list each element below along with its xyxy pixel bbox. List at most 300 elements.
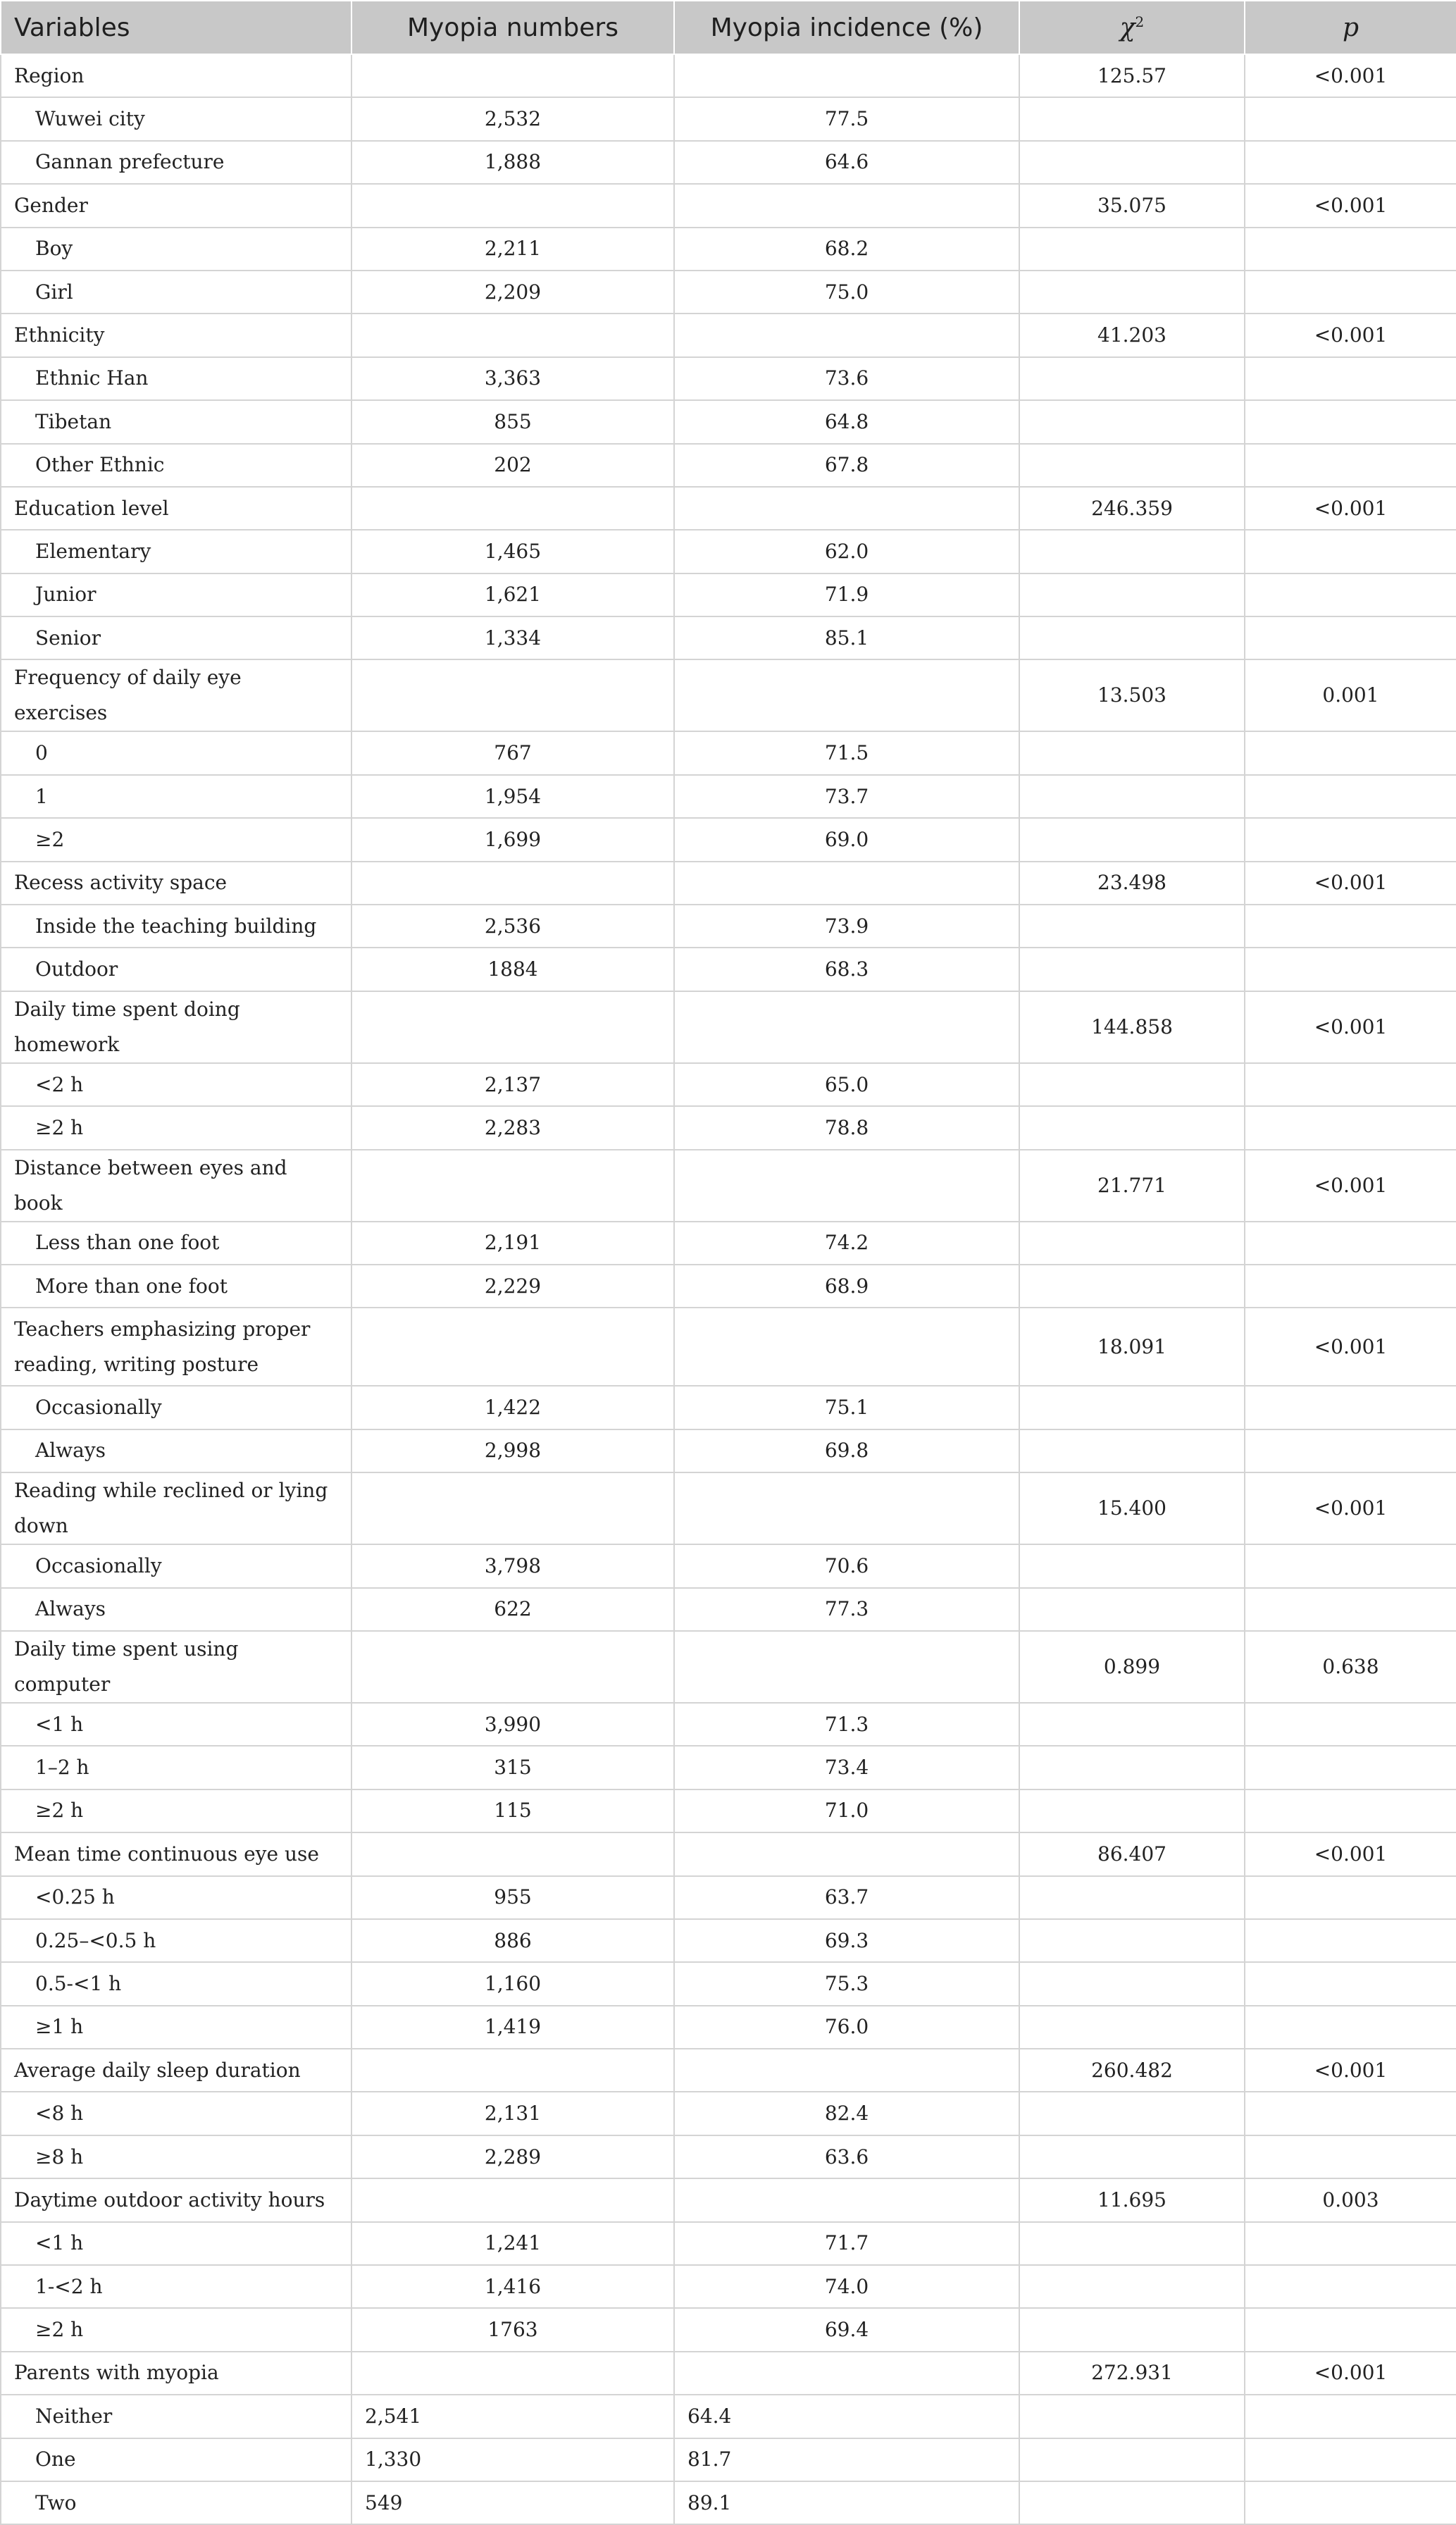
variable-cell: Less than one foot <box>1 1222 351 1265</box>
table-row <box>1 2092 1456 2135</box>
variable-cell: Teachers emphasizing proper reading, writing posture <box>1 1308 351 1386</box>
myopia-numbers-cell: 1,241 <box>351 2222 674 2265</box>
variable-cell: Elementary <box>1 530 351 573</box>
myopia-numbers-cell: 855 <box>351 400 674 443</box>
p-value-cell <box>1245 905 1456 948</box>
table-row <box>1 2006 1456 2049</box>
myopia-numbers-cell <box>351 991 674 1063</box>
myopia-numbers-cell <box>351 659 674 731</box>
chi-square-cell <box>1019 2438 1245 2481</box>
chi-square-cell <box>1019 2265 1245 2308</box>
table-row-category <box>1 659 1456 731</box>
chi-square-cell <box>1019 1789 1245 1832</box>
myopia-numbers-cell: 2,532 <box>351 97 674 140</box>
table-header <box>1 1 1456 54</box>
myopia-numbers-cell <box>351 1832 674 1875</box>
myopia-numbers-cell: 886 <box>351 1919 674 1962</box>
table-row <box>1 1265 1456 1308</box>
chi-symbol: χ <box>1119 13 1135 42</box>
myopia-incidence-cell: 69.4 <box>674 2308 1019 2351</box>
table-row <box>1 2308 1456 2351</box>
chi-square-cell <box>1019 1746 1245 1789</box>
chi-square-cell <box>1019 2395 1245 2438</box>
variable-cell: ≥1 h <box>1 2006 351 2049</box>
myopia-incidence-cell <box>674 487 1019 530</box>
myopia-incidence-cell: 70.6 <box>674 1544 1019 1587</box>
myopia-numbers-cell: 2,229 <box>351 1265 674 1308</box>
p-value-cell <box>1245 818 1456 861</box>
table-row <box>1 2222 1456 2265</box>
myopia-incidence-cell: 85.1 <box>674 616 1019 659</box>
chi-square-cell <box>1019 1703 1245 1746</box>
myopia-numbers-cell: 1,334 <box>351 616 674 659</box>
myopia-incidence-cell <box>674 2049 1019 2092</box>
myopia-numbers-cell: 1763 <box>351 2308 674 2351</box>
p-value-cell <box>1245 1789 1456 1832</box>
variable-cell: Outdoor <box>1 948 351 991</box>
myopia-numbers-cell: 1884 <box>351 948 674 991</box>
chi-square-cell <box>1019 775 1245 818</box>
myopia-incidence-cell <box>674 1472 1019 1544</box>
myopia-numbers-cell: 202 <box>351 444 674 487</box>
p-value-cell: <0.001 <box>1245 1150 1456 1222</box>
variable-cell: Ethnicity <box>1 314 351 356</box>
myopia-incidence-cell: 89.1 <box>674 2481 1019 2524</box>
myopia-numbers-cell: 2,283 <box>351 1106 674 1149</box>
variable-cell: ≥8 h <box>1 2135 351 2178</box>
variable-cell: Always <box>1 1588 351 1631</box>
p-value-cell <box>1245 2092 1456 2135</box>
myopia-incidence-cell: 69.0 <box>674 818 1019 861</box>
variable-cell: 0.5-<1 h <box>1 1962 351 2005</box>
chi-square-cell <box>1019 2222 1245 2265</box>
myopia-incidence-cell <box>674 1150 1019 1222</box>
p-value-cell: <0.001 <box>1245 862 1456 905</box>
myopia-numbers-cell: 955 <box>351 1876 674 1919</box>
myopia-incidence-cell: 78.8 <box>674 1106 1019 1149</box>
variable-cell: Distance between eyes and book <box>1 1150 351 1222</box>
chi-square-cell: 15.400 <box>1019 1472 1245 1544</box>
variable-cell: Occasionally <box>1 1544 351 1587</box>
table-row <box>1 2395 1456 2438</box>
p-value-cell: <0.001 <box>1245 2352 1456 2395</box>
myopia-incidence-cell: 74.2 <box>674 1222 1019 1265</box>
p-value-cell <box>1245 530 1456 573</box>
chi-square-cell: 35.075 <box>1019 184 1245 227</box>
variable-cell: Daily time spent doing homework <box>1 991 351 1063</box>
myopia-incidence-cell: 71.0 <box>674 1789 1019 1832</box>
chi-square-cell: 21.771 <box>1019 1150 1245 1222</box>
variable-cell: Gender <box>1 184 351 227</box>
chi-square-cell <box>1019 1962 1245 2005</box>
myopia-incidence-cell: 63.6 <box>674 2135 1019 2178</box>
chi-square-cell: 0.899 <box>1019 1631 1245 1703</box>
myopia-numbers-cell <box>351 1631 674 1703</box>
chi-square-cell <box>1019 2092 1245 2135</box>
variable-cell: 1–2 h <box>1 1746 351 1789</box>
myopia-incidence-cell: 64.6 <box>674 141 1019 184</box>
p-value-cell: <0.001 <box>1245 314 1456 356</box>
p-value-cell: <0.001 <box>1245 54 1456 97</box>
p-value-cell: 0.638 <box>1245 1631 1456 1703</box>
myopia-incidence-cell: 82.4 <box>674 2092 1019 2135</box>
myopia-incidence-cell <box>674 2352 1019 2395</box>
table-row-category <box>1 2049 1456 2092</box>
p-value-cell <box>1245 1063 1456 1106</box>
table-row-category <box>1 1472 1456 1544</box>
table-row <box>1 1789 1456 1832</box>
variable-cell: 0.25–<0.5 h <box>1 1919 351 1962</box>
variable-cell: Occasionally <box>1 1386 351 1429</box>
chi-square-cell <box>1019 1544 1245 1587</box>
myopia-incidence-cell: 69.3 <box>674 1919 1019 1962</box>
myopia-numbers-cell: 1,699 <box>351 818 674 861</box>
table-row <box>1 271 1456 314</box>
myopia-incidence-cell <box>674 1631 1019 1703</box>
table-row <box>1 2481 1456 2524</box>
variable-cell: Daily time spent using computer <box>1 1631 351 1703</box>
chi-square-cell <box>1019 400 1245 443</box>
myopia-incidence-cell <box>674 184 1019 227</box>
variable-cell: Ethnic Han <box>1 357 351 400</box>
table-row <box>1 731 1456 774</box>
variable-cell: Always <box>1 1429 351 1472</box>
variable-cell: <1 h <box>1 1703 351 1746</box>
table-row-category <box>1 1308 1456 1386</box>
table-row-category <box>1 1150 1456 1222</box>
myopia-numbers-cell <box>351 1150 674 1222</box>
variable-cell: Junior <box>1 573 351 616</box>
variable-cell: 1-<2 h <box>1 2265 351 2308</box>
p-value-cell <box>1245 2481 1456 2524</box>
myopia-numbers-cell: 1,419 <box>351 2006 674 2049</box>
myopia-numbers-cell: 2,191 <box>351 1222 674 1265</box>
variable-cell: ≥2 h <box>1 1789 351 1832</box>
header-variables: Variables <box>1 1 351 54</box>
chi-square-cell <box>1019 357 1245 400</box>
chi-square-cell: 125.57 <box>1019 54 1245 97</box>
chi-square-cell <box>1019 2481 1245 2524</box>
myopia-numbers-cell: 1,621 <box>351 573 674 616</box>
myopia-numbers-cell: 2,137 <box>351 1063 674 1106</box>
myopia-incidence-cell: 73.4 <box>674 1746 1019 1789</box>
table-body <box>1 54 1456 2524</box>
variable-cell: Recess activity space <box>1 862 351 905</box>
myopia-numbers-cell: 3,990 <box>351 1703 674 1746</box>
myopia-incidence-cell: 75.0 <box>674 271 1019 314</box>
myopia-numbers-cell: 1,160 <box>351 1962 674 2005</box>
chi-square-cell: 260.482 <box>1019 2049 1245 2092</box>
table-row-category <box>1 184 1456 227</box>
p-value-cell: <0.001 <box>1245 184 1456 227</box>
p-value-cell <box>1245 1106 1456 1149</box>
table-row <box>1 2265 1456 2308</box>
variable-cell: <1 h <box>1 2222 351 2265</box>
myopia-numbers-cell: 2,209 <box>351 271 674 314</box>
table-row-category <box>1 1832 1456 1875</box>
variable-cell: 1 <box>1 775 351 818</box>
variable-cell: <8 h <box>1 2092 351 2135</box>
table-row <box>1 1746 1456 1789</box>
myopia-numbers-cell: 2,289 <box>351 2135 674 2178</box>
myopia-incidence-cell: 73.6 <box>674 357 1019 400</box>
variable-cell: Tibetan <box>1 400 351 443</box>
variable-cell: Gannan prefecture <box>1 141 351 184</box>
p-value-cell <box>1245 2308 1456 2351</box>
chi-square-cell: 86.407 <box>1019 1832 1245 1875</box>
table-row <box>1 141 1456 184</box>
variable-cell: Reading while reclined or lying down <box>1 1472 351 1544</box>
myopia-incidence-cell: 71.3 <box>674 1703 1019 1746</box>
myopia-incidence-cell: 68.2 <box>674 228 1019 271</box>
myopia-numbers-cell: 1,330 <box>351 2438 674 2481</box>
p-value-cell: <0.001 <box>1245 991 1456 1063</box>
p-value-cell <box>1245 141 1456 184</box>
myopia-incidence-cell: 63.7 <box>674 1876 1019 1919</box>
myopia-incidence-cell: 77.5 <box>674 97 1019 140</box>
myopia-incidence-cell: 71.5 <box>674 731 1019 774</box>
chi-square-cell <box>1019 1919 1245 1962</box>
variable-cell: Inside the teaching building <box>1 905 351 948</box>
myopia-incidence-cell: 69.8 <box>674 1429 1019 1472</box>
table-row-category <box>1 54 1456 97</box>
chi-square-cell <box>1019 1876 1245 1919</box>
p-value-cell <box>1245 1962 1456 2005</box>
chi-square-cell <box>1019 905 1245 948</box>
chi-square-cell: 23.498 <box>1019 862 1245 905</box>
variable-cell: Other Ethnic <box>1 444 351 487</box>
chi-square-cell <box>1019 1063 1245 1106</box>
myopia-numbers-cell: 3,798 <box>351 1544 674 1587</box>
chi-square-cell <box>1019 444 1245 487</box>
p-value-cell <box>1245 616 1456 659</box>
myopia-incidence-cell: 76.0 <box>674 2006 1019 2049</box>
chi-square-cell <box>1019 818 1245 861</box>
myopia-numbers-cell: 1,954 <box>351 775 674 818</box>
myopia-incidence-cell <box>674 659 1019 731</box>
myopia-numbers-cell <box>351 487 674 530</box>
variable-cell: <0.25 h <box>1 1876 351 1919</box>
myopia-incidence-cell: 75.1 <box>674 1386 1019 1429</box>
myopia-numbers-cell <box>351 1472 674 1544</box>
table-row <box>1 905 1456 948</box>
p-value-cell <box>1245 1746 1456 1789</box>
p-value-cell <box>1245 948 1456 991</box>
p-value-cell <box>1245 1588 1456 1631</box>
header-myopia-numbers: Myopia numbers <box>351 1 674 54</box>
chi-square-cell <box>1019 1429 1245 1472</box>
variable-cell: More than one foot <box>1 1265 351 1308</box>
p-value-cell <box>1245 2265 1456 2308</box>
table-row <box>1 616 1456 659</box>
table-row <box>1 2135 1456 2178</box>
chi-square-cell <box>1019 948 1245 991</box>
variable-cell: <2 h <box>1 1063 351 1106</box>
myopia-incidence-cell: 71.9 <box>674 573 1019 616</box>
myopia-numbers-cell: 1,422 <box>351 1386 674 1429</box>
myopia-incidence-cell: 67.8 <box>674 444 1019 487</box>
p-value-cell: <0.001 <box>1245 487 1456 530</box>
table-row-category <box>1 2178 1456 2221</box>
myopia-incidence-cell: 75.3 <box>674 1962 1019 2005</box>
chi-square-cell: 18.091 <box>1019 1308 1245 1386</box>
table-row <box>1 1222 1456 1265</box>
p-value-cell <box>1245 1703 1456 1746</box>
chi-square-cell: 41.203 <box>1019 314 1245 356</box>
p-value-cell <box>1245 1386 1456 1429</box>
table-row-category <box>1 991 1456 1063</box>
table-row <box>1 228 1456 271</box>
p-value-cell <box>1245 97 1456 140</box>
p-value-cell: <0.001 <box>1245 1308 1456 1386</box>
p-value-cell <box>1245 2222 1456 2265</box>
myopia-numbers-cell <box>351 54 674 97</box>
table-row <box>1 400 1456 443</box>
variable-cell: Region <box>1 54 351 97</box>
p-value-cell <box>1245 573 1456 616</box>
chi-superscript: 2 <box>1135 13 1145 30</box>
header-myopia-incidence: Myopia incidence (%) <box>674 1 1019 54</box>
chi-square-cell: 144.858 <box>1019 991 1245 1063</box>
myopia-numbers-cell: 622 <box>351 1588 674 1631</box>
p-value-cell: 0.001 <box>1245 659 1456 731</box>
myopia-numbers-cell <box>351 1308 674 1386</box>
myopia-numbers-cell <box>351 184 674 227</box>
myopia-incidence-cell <box>674 1832 1019 1875</box>
p-value-cell <box>1245 357 1456 400</box>
chi-square-cell <box>1019 1222 1245 1265</box>
table-row <box>1 1588 1456 1631</box>
header-p-value: p <box>1245 1 1456 54</box>
myopia-incidence-cell: 73.9 <box>674 905 1019 948</box>
myopia-numbers-cell <box>351 2178 674 2221</box>
myopia-numbers-cell <box>351 862 674 905</box>
table-row-category <box>1 2352 1456 2395</box>
myopia-numbers-cell <box>351 2049 674 2092</box>
variable-cell: Boy <box>1 228 351 271</box>
myopia-incidence-cell: 81.7 <box>674 2438 1019 2481</box>
p-value-cell <box>1245 1265 1456 1308</box>
myopia-numbers-cell: 115 <box>351 1789 674 1832</box>
table-row <box>1 1544 1456 1587</box>
table-row-category <box>1 314 1456 356</box>
chi-square-cell <box>1019 731 1245 774</box>
myopia-incidence-cell <box>674 2178 1019 2221</box>
variable-cell: ≥2 h <box>1 2308 351 2351</box>
myopia-incidence-cell <box>674 1308 1019 1386</box>
variable-cell: ≥2 h <box>1 1106 351 1149</box>
p-value-cell: <0.001 <box>1245 1472 1456 1544</box>
myopia-incidence-cell: 68.3 <box>674 948 1019 991</box>
myopia-incidence-cell <box>674 54 1019 97</box>
variable-cell: Girl <box>1 271 351 314</box>
myopia-incidence-cell <box>674 862 1019 905</box>
variable-cell: Senior <box>1 616 351 659</box>
p-value-cell <box>1245 228 1456 271</box>
myopia-incidence-cell: 71.7 <box>674 2222 1019 2265</box>
table-row <box>1 1063 1456 1106</box>
chi-square-cell <box>1019 141 1245 184</box>
myopia-numbers-cell <box>351 314 674 356</box>
variable-cell: One <box>1 2438 351 2481</box>
variable-cell: Mean time continuous eye use <box>1 1832 351 1875</box>
p-value-cell <box>1245 2395 1456 2438</box>
p-value-cell: <0.001 <box>1245 2049 1456 2092</box>
table-row <box>1 1962 1456 2005</box>
myopia-numbers-cell: 1,465 <box>351 530 674 573</box>
chi-square-cell <box>1019 2006 1245 2049</box>
chi-square-cell <box>1019 530 1245 573</box>
chi-square-cell <box>1019 2308 1245 2351</box>
table-row <box>1 1429 1456 1472</box>
myopia-numbers-cell: 1,416 <box>351 2265 674 2308</box>
myopia-numbers-cell: 2,211 <box>351 228 674 271</box>
table-row <box>1 530 1456 573</box>
header-row <box>1 1 1456 54</box>
myopia-incidence-cell: 62.0 <box>674 530 1019 573</box>
myopia-numbers-cell: 2,541 <box>351 2395 674 2438</box>
variable-cell: Wuwei city <box>1 97 351 140</box>
myopia-incidence-cell: 73.7 <box>674 775 1019 818</box>
table-row <box>1 97 1456 140</box>
table-row <box>1 444 1456 487</box>
variable-cell: ≥2 <box>1 818 351 861</box>
table-row-category <box>1 487 1456 530</box>
p-value-cell <box>1245 731 1456 774</box>
p-value-cell <box>1245 2006 1456 2049</box>
variable-cell: Average daily sleep duration <box>1 2049 351 2092</box>
myopia-incidence-cell: 77.3 <box>674 1588 1019 1631</box>
table-row <box>1 948 1456 991</box>
p-value-cell <box>1245 1429 1456 1472</box>
p-value-cell: 0.003 <box>1245 2178 1456 2221</box>
p-value-cell <box>1245 1544 1456 1587</box>
chi-square-cell: 11.695 <box>1019 2178 1245 2221</box>
myopia-incidence-cell: 64.8 <box>674 400 1019 443</box>
variable-cell: Education level <box>1 487 351 530</box>
chi-square-cell <box>1019 1265 1245 1308</box>
myopia-numbers-cell: 3,363 <box>351 357 674 400</box>
myopia-incidence-cell: 64.4 <box>674 2395 1019 2438</box>
table-row <box>1 357 1456 400</box>
chi-square-cell <box>1019 1588 1245 1631</box>
chi-square-cell <box>1019 228 1245 271</box>
chi-square-cell <box>1019 616 1245 659</box>
myopia-numbers-cell: 315 <box>351 1746 674 1789</box>
table-row <box>1 1386 1456 1429</box>
table-row <box>1 818 1456 861</box>
p-value-cell <box>1245 2438 1456 2481</box>
chi-square-cell: 272.931 <box>1019 2352 1245 2395</box>
chi-square-cell: 13.503 <box>1019 659 1245 731</box>
variable-cell: Neither <box>1 2395 351 2438</box>
myopia-numbers-cell: 549 <box>351 2481 674 2524</box>
variable-cell: Frequency of daily eye exercises <box>1 659 351 731</box>
myopia-numbers-cell <box>351 2352 674 2395</box>
myopia-incidence-cell: 74.0 <box>674 2265 1019 2308</box>
p-value-cell <box>1245 2135 1456 2178</box>
chi-square-cell <box>1019 97 1245 140</box>
chi-square-cell <box>1019 2135 1245 2178</box>
myopia-incidence-cell: 68.9 <box>674 1265 1019 1308</box>
chi-square-cell <box>1019 1386 1245 1429</box>
p-value-cell <box>1245 775 1456 818</box>
p-value-cell <box>1245 271 1456 314</box>
table-row <box>1 1703 1456 1746</box>
table-row-category <box>1 862 1456 905</box>
myopia-incidence-cell <box>674 991 1019 1063</box>
p-value-cell <box>1245 1919 1456 1962</box>
